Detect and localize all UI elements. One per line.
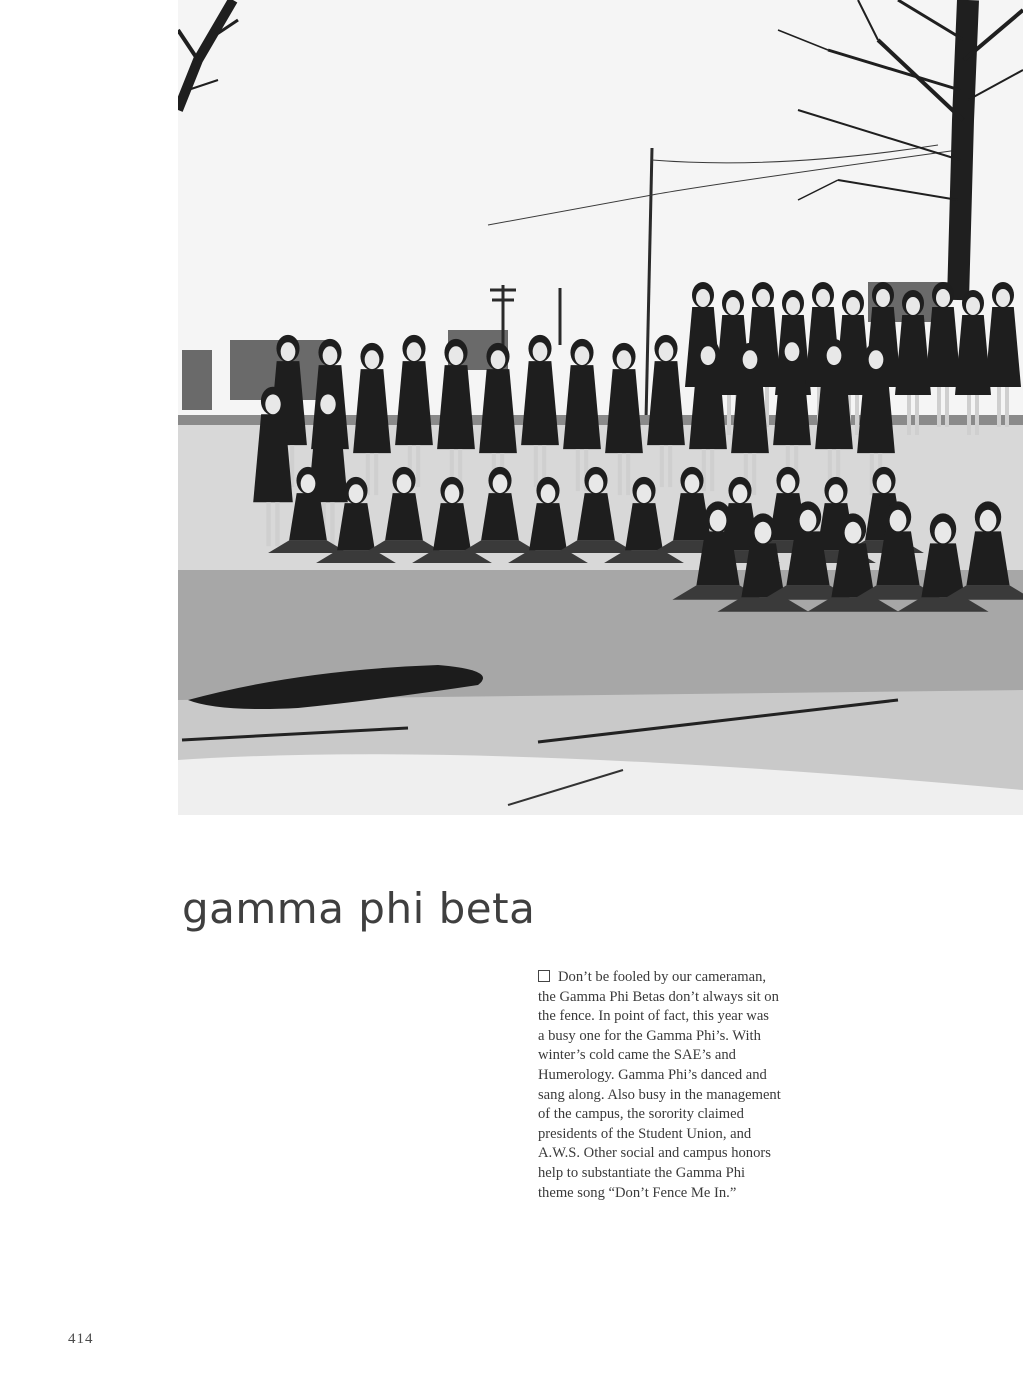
page-title: gamma phi beta <box>182 884 536 933</box>
caption-line: winter’s cold came the SAE’s and <box>538 1047 736 1064</box>
caption-line: Humerology. Gamma Phi’s danced and <box>538 1066 767 1083</box>
caption-line: A.W.S. Other social and campus honors <box>538 1145 771 1162</box>
caption-line: presidents of the Student Union, and <box>538 1125 752 1142</box>
caption-line: the fence. In point of fact, this year was <box>538 1008 769 1025</box>
group-photo <box>178 0 1023 815</box>
caption-line: theme song “Don’t Fence Me In.” <box>538 1184 737 1201</box>
caption-line: a busy one for the Gamma Phi’s. With <box>538 1027 761 1044</box>
caption-paragraph <box>538 968 830 1203</box>
checkbox-bullet-icon <box>538 970 550 982</box>
page-number: 414 <box>68 1331 94 1347</box>
caption-line: of the campus, the sorority claimed <box>538 1106 744 1123</box>
caption-line: Don’t be fooled by our cameraman, <box>538 968 830 988</box>
caption-line: help to substantiate the Gamma Phi <box>538 1164 746 1181</box>
caption-line: the Gamma Phi Betas don’t always sit on <box>538 988 779 1005</box>
caption-line: sang along. Also busy in the management <box>538 1086 781 1103</box>
